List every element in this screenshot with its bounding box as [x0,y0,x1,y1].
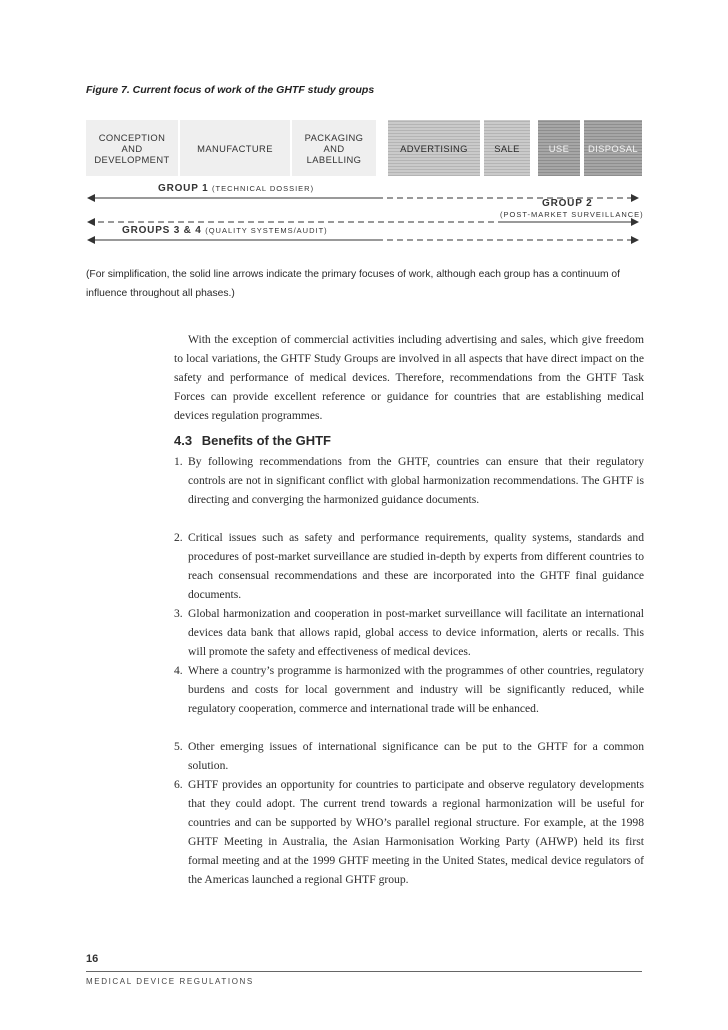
group1-label [158,183,314,194]
list-item [174,452,644,509]
phase-sale [484,120,530,176]
phase-manufacture [180,120,290,176]
section-number: 4.3 [174,433,193,448]
item-number: 4. [174,664,183,677]
item-text: Where a country’s programme is harmonized with the programmes of other countries, regulatory burdens and costs for local government and industry will be significantly reduced, while regulatory cooperation, commerce and international trade will be enhanced. [188,664,644,715]
group2-name: GROUP 2 [542,198,593,209]
group34-label [122,225,328,236]
phase-use [538,120,580,176]
intro-paragraph: With the exception of commercial activities including advertising and sales, which give freedom to local variations, the GHTF Study Groups are involved in all aspects that have direct impact on the safety and performance of medical devices. Therefore, recommendations from the GHTF Task Forces can provide excellent reference or guidance for countries that are establishing medical devices regulation programmes. [174,333,644,422]
list-item [174,604,644,661]
item-text: Other emerging issues of international significance can be put to the GHTF for a common solution. [188,740,644,772]
phase-label: DISPOSAL [587,142,639,154]
phase-label: ADVERTISING [400,142,468,154]
group1-name: GROUP 1 [158,183,209,194]
item-number: 6. [174,778,183,791]
item-number: 3. [174,607,183,620]
phase-label: PACKAGING AND LABELLING [304,131,364,165]
group34-subtitle: (QUALITY SYSTEMS/AUDIT) [205,226,328,235]
figure-note: (For simplification, the solid line arrows indicate the primary focuses of work, although each group has a continuum of influence throughout all phases.) [86,269,620,299]
phase-label: MANUFACTURE [197,142,273,154]
phase-disposal [584,120,642,176]
phase-advertising [388,120,480,176]
list-item [174,661,644,718]
phase-conception-development [86,120,178,176]
list-item [174,528,644,604]
phase-label: CONCEPTION AND DEVELOPMENT [94,131,170,165]
footer-divider [86,971,642,972]
section-heading [174,433,331,448]
section-title: Benefits of the GHTF [201,433,331,448]
group34-name: GROUPS 3 & 4 [122,225,202,236]
item-number: 5. [174,740,183,753]
running-title: MEDICAL DEVICE REGULATIONS [86,977,254,986]
item-number: 2. [174,531,183,544]
page-number: 16 [86,953,99,965]
phase-packaging-labelling [292,120,376,176]
phase-label: SALE [494,142,520,154]
item-text: By following recommendations from the GHTF, countries can ensure that their regulatory controls are not in significant conflict with global harmonization recommendations. The GHTF is directing and converging the harmonized guidance documents. [188,455,644,506]
list-item [174,775,644,889]
figure-title: Figure 7. Current focus of work of the GHTF study groups [86,84,375,96]
group1-subtitle: (TECHNICAL DOSSIER) [212,184,315,193]
list-item [174,737,644,775]
item-text: Critical issues such as safety and performance requirements, quality systems, standards and procedures of post-market surveillance are studied in-depth by experts from different countries to reach consensual recommendations and these are incorporated into the GHTF final guidance documents. [188,531,644,601]
group2-subtitle-wrap [500,209,644,220]
group2-subtitle: (POST-MARKET SURVEILLANCE) [500,210,644,219]
item-text: GHTF provides an opportunity for countries to participate and observe regulatory developments that they could adopt. The current trend towards a regional harmonization will be useful for countries and can be supported by WHO’s parallel regional structure. For example, at the 1998 GHTF Meeting in Australia, the Asian Harmonisation Working Party (AHWP) held its first formal meeting and at the 1999 GHTF meeting in the United States, medical device regulators of the Americas launched a regional GHTF group. [188,778,644,886]
phase-label: USE [548,142,570,154]
item-number: 1. [174,455,183,468]
item-text: Global harmonization and cooperation in post-market surveillance will facilitate an international devices data bank that allows rapid, global access to device information, alerts or recalls. This will promote the safety and effectiveness of medical devices. [188,607,644,658]
